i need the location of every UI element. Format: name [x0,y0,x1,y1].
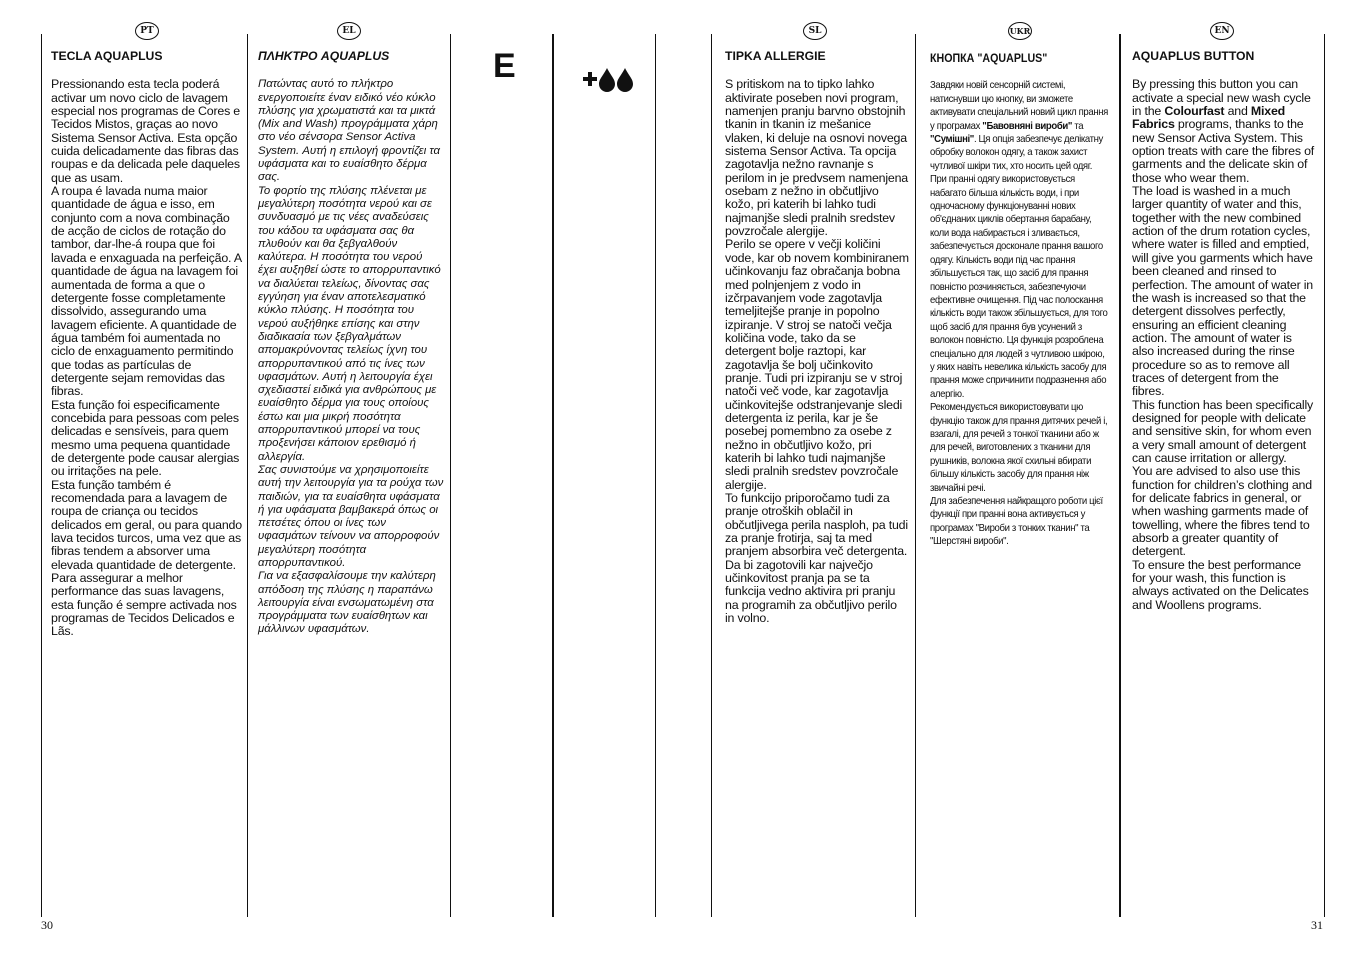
sl-column [725,50,909,625]
uk-heading: КНОПКА "AQUAPLUS" [930,52,1048,65]
pt-paragraph: Esta função também é recomendada para a lavagem de roupa de criança ou tecidos delicados em geral, ou para quando lava tecidos turcos, uma vez que as fibras tendem a absorver uma elevada quantidade de detergente. [51,477,242,572]
divider [1324,34,1325,917]
divider [915,34,916,917]
uk-text: та [1072,120,1084,132]
divider [1119,34,1121,917]
divider [711,34,712,917]
sl-paragraph: Da bi zagotovili kar največjo učinkovitost pranja pa se ta funkcija vedno aktivira pri pranju na programih za občutljivo perilo in volno. [725,557,897,626]
uk-column [930,50,1109,549]
en-text: By pressing this button you can activate a special new wash cycle in the [1132,77,1311,119]
divider [552,34,554,917]
uk-text: . Ця опція забезпечує делікатну обробку волокон одягу, а також захист чутливої шкіри тих, хто носить цей одяг. [930,134,1103,172]
pt-column [51,50,243,639]
pt-paragraph: Para assegurar a melhor performance das suas lavagens, esta função é sempre activada nos programas de Tecidos Delicados e Lãs. [51,571,237,639]
en-program-name: Colourfast [1164,104,1225,119]
pt-heading: TECLA AQUAPLUS [51,49,163,63]
language-badge-el: EL [337,22,361,40]
el-column [258,50,444,637]
uk-paragraph: Для забезпечення найкращого роботи цієї функції при пранні вона активується у програмах "Вироби з тонких тканин" та "Шерстяні вироби". [930,496,1103,548]
en-heading: AQUAPLUS BUTTON [1132,49,1255,63]
divider [41,34,42,917]
divider [450,34,451,917]
en-program-name: Mixed Fabrics [1132,104,1286,132]
el-heading: ΠΛΗΚΤΡΟ AQUAPLUS [258,49,390,63]
el-paragraph: Για να εξασφαλίσουμε την καλύτερη απόδοση της πλύσης η παραπάνω λειτουργία είναι ενσωματωμένη στα προγράμματα των ευαίσθητων και μάλλινων υφασμάτων. [258,570,436,636]
pt-paragraph: A roupa é lavada numa maior quantidade de água e isso, em conjunto com a nova combinação de acção de ciclos de rotação do tambor, dar-lhe-á roupa que foi lavada e enxaguada na perfeição. A quantidade de água na lavagem foi aumentada de forma a que o detergente fosse completamente dissolvido, assegurando uma lavagem eficiente. A quantidade de água também foi aumentada no ciclo de enxaguamento permitindo que todas as partículas de detergente sejam removidas das fibras. [51,184,242,399]
sl-paragraph: S pritiskom na to tipko lahko aktivirate poseben novi program, namenjen pranju barvno obstojnih tkanin in tkanin iz mešanice vlaken, ki deluje na osnovi novega sistema Sensor Activa. Ta opcija zagotavlja nežno ravnanje s perilom in je predvsem namenjena osebam z nežno in občutljivo kožo, pri katerih bi lahko tudi najmanjše sledi pralnih sredstev povzročale alergije. [725,77,908,239]
pt-paragraph: Pressionando esta tecla poderá activar um novo ciclo de lavagem especial nos programas de Cores e Tecidos Mistos, graças ao novo Sistema Sensor Activa. Esta opção cuida delicadamente das fibras das roupas e da delicada pele daqueles que as usam. [51,77,241,185]
uk-paragraph: При пранні одягу використовується набагато більша кількість води, і при одночасному функціонуванні нових об'єднаних циклів обертання барабану, коли вода набирається і зливається, забезпечується досконале прання вашого одягу. Кількість води під час прання збільшується так, що засіб для прання повністю розчиняється, забезпечуючи ефективне очищення. Під час полоскання кількість води також збільшується, для того щоб засіб для прання був усунений з волокон повністю. Ця функція розроблена спеціально для людей з чутливою шкірою, у яких навіть невелика кількість засобу для прання може спричинити подразнення або алергію. [930,174,1108,400]
uk-program-name: "Сумішні" [930,134,974,146]
uk-program-name: "Бавовняні вироби" [982,120,1073,132]
divider [247,34,248,917]
uk-paragraph: Рекомендується використовувати цю функцію також для прання дитячих речей і, взагалі, для речей з тонкої тканини або ж для речей, виготовлених з тканини для рушників, волокна якої схильні вбирати більшу кількість засобу для прання ніж звичайні речі. [930,402,1108,494]
language-badge-ukr: UKR [1008,22,1032,40]
symbol-letter: E [493,47,516,85]
en-paragraph [1132,78,1314,185]
sl-paragraph: Perilo se opere v večji količini vode, kar ob novem kombiniranem učinkovanju faz obračanja bobna med polnjenjem z vodo in izčrpavanjem vode zagotavlja temeljitejše pranje in popolno izpiranje. V stroj se natoči večja količina vode, tako da se detergent bolje raztopi, kar zagotavlja še bolj učinkovito pranje. Tudi pri izpiranju se v stroj natoči več vode, kar zagotavlja učinkovitejše odstranjevanje sledi detergenta iz perila, kar je še posebej pomembno za osebe z nežno in občutljivo kožo, pri katerih bi lahko tudi najmanjše sledi pralnih sredstev povzročale alergije. [725,237,909,492]
el-paragraph: Πατώντας αυτό το πλήκτρο ενεργοποιείτε έναν ειδικό νέο κύκλο πλύσης για χρωματιστά και τα μικτά (Mix and Wash) προγράμματα χάρη στο νέο σένσορα Sensor Activa System. Αυτή η επιλογή φροντίζει τα υφάσματα και το ευαίσθητο δέρμα σας. [258,78,440,184]
language-badge-pt: PT [135,22,159,40]
en-column [1132,50,1314,612]
en-paragraph: You are advised to also use this function for children’s clothing and for delicate fabrics in general, or when washing garments made of towelling, where the fibres tend to absorb a greater quantity of detergent. [1132,464,1312,559]
en-paragraph: The load is washed in a much larger quantity of water and this, together with the new combined action of the drum rotation cycles, where water is filled and emptied, will give you garments which have been cleaned and rinsed to perfection. The amount of water in the wash is increased so that the detergent dissolves perfectly, ensuring an efficient cleaning action. The amount of water is also increased during the rinse procedure so as to remove all traces of detergent from the fibres. [1132,184,1314,399]
el-paragraph: Σας συνιστούμε να χρησιμοποιείτε αυτή την λειτουργία για τα ρούχα των παιδιών, για τα ευαίσθητα υφάσματα ή για υφάσματα βαμβακερά όπως οι πετσέτες όπου οι ίνες των υφασμάτων τείνουν να απορροφούν μεγαλύτερη ποσότητα απορρυπαντικού. [258,463,444,569]
en-paragraph: To ensure the best performance for your wash, this function is always activated on the Delicates and Woollens programs. [1132,557,1309,612]
en-text: programs, thanks to the new Sensor Activa System. This option treats with care the fibres of garments and the delicate skin of those who wear them. [1132,117,1314,185]
uk-text: Завдяки новій сенсорній системі, натиснувши цю кнопку, ви зможете активувати спеціальний новий цикл прання у програмах [930,80,1108,132]
aquaplus-drops-icon [583,66,635,92]
uk-paragraph [930,79,1109,173]
pt-paragraph: Esta função foi especificamente concebida para pessoas com peles delicadas e sensíveis, para quem mesmo uma pequena quantidade de detergente pode causar alergias ou irritações na pele. [51,397,240,479]
el-paragraph: Το φορτίο της πλύσης πλένεται με μεγαλύτερη ποσότητα νερού και σε συνδυασμό με τις νέες αναδεύσεις του κάδου τα υφάσματα σας θα πλυθούν και θα ξεβγαλθούν καλύτερα. Η ποσότητα του νερού έχει αυξηθεί ώστε το απορρυπαντικό να διαλύεται τελείως, δίνοντας σας εγγύηση για έναν αποτελεσματικό κύκλο πλύσης. Η ποσότητα του νερού αυξήθηκε επίσης και στην διαδικασία των ξεβγαλμάτων απομακρύνοντας τελείως ίχνη του απορρυπαντικού από τις ίνες των υφασμάτων. Αυτή η λειτουργία έχει σχεδιαστεί ειδικά για ανθρώπους με ευαίσθητο δέρμα για τους οποίους έστω και μια μικρή ποσότητα απορρυπαντικού μπορεί να τους προξενήσει κάποιον ερεθισμό ή αλλεργία. [258,184,441,463]
language-badge-en: EN [1210,22,1234,40]
sl-paragraph: To funkcijo priporočamo tudi za pranje otroških oblačil in občutljivega perila nasploh, pa tudi za pranje frotirja, saj ta med pranjem absorbira več detergenta. [725,491,908,559]
en-text: and [1224,104,1251,119]
page-number-left: 30 [41,918,53,932]
page-number-right: 31 [1311,918,1323,932]
language-badge-sl: SL [803,22,827,40]
divider [655,34,656,917]
sl-heading: TIPKA ALLERGIE [725,49,826,63]
en-paragraph: This function has been specifically designed for people with delicate and sensitive skin, for whom even a very small amount of detergent can cause irritation or allergy. [1132,397,1314,465]
